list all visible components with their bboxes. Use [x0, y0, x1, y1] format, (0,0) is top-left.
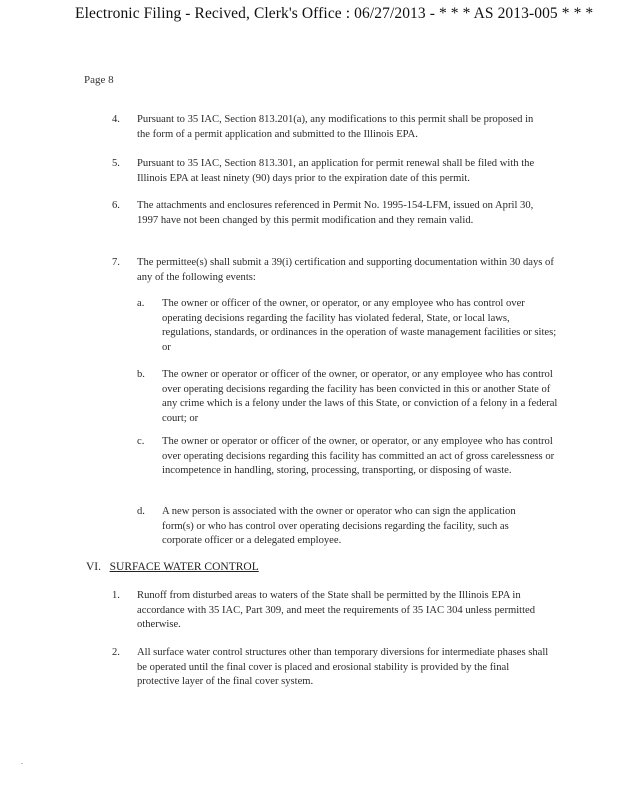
section-title: SURFACE WATER CONTROL	[109, 561, 259, 573]
subitem-letter: a.	[137, 298, 145, 309]
item-number: 7.	[112, 257, 120, 268]
filing-stamp: Electronic Filing - Recived, Clerk's Office : 06/27/2013 - * * * AS 2013-005 * * *	[75, 5, 594, 22]
page-number: Page 8	[84, 74, 114, 86]
section-item-number: 2.	[112, 647, 120, 658]
item-number: 5.	[112, 158, 120, 169]
item-number: 4.	[112, 114, 120, 125]
stray-mark: .	[21, 757, 23, 766]
subitem-text: The owner or officer of the owner, or operator, or any employee who has control over operating decisions regarding the facility has violated federal, State, or local laws, regulations, standards, or ordinances in the operation of waste management facilities or sites; or	[162, 298, 557, 353]
item-text: The attachments and enclosures referenced in Permit No. 1995-154-LFM, issued on April 30, 1997 have not been changed by this permit modification and they remain valid.	[137, 200, 534, 226]
item-number: 6.	[112, 200, 120, 211]
item-text: The permittee(s) shall submit a 39(i) certification and supporting documentation within 30 days of any of the following events:	[137, 257, 554, 283]
item-text: Pursuant to 35 IAC, Section 813.201(a), any modifications to this permit shall be proposed in the form of a permit application and submitted to the Illinois EPA.	[137, 114, 534, 140]
subitem-letter: b.	[137, 369, 145, 380]
section-heading	[86, 561, 259, 573]
item-text: Pursuant to 35 IAC, Section 813.301, an application for permit renewal shall be filed with the Illinois EPA at least ninety (90) days prior to the expiration date of this permit.	[137, 158, 535, 184]
subitem-text: A new person is associated with the owner or operator who can sign the application form(s) or who has control over operating decisions regarding the facility, such as corporate officer or a delegated employee.	[162, 506, 516, 546]
subitem-text: The owner or operator or officer of the owner, or operator, or any employee who has control over operating decisions regarding the facility has been convicted in this or another State of any crime which is a felony under the laws of this State, or conviction of a felony in a federal court; or	[162, 369, 558, 424]
section-item-text: All surface water control structures other than temporary diversions for intermediate phases shall be operated until the final cover is placed and erosional stability is provided by the final protective layer of the final cover system.	[137, 647, 549, 687]
section-item-text: Runoff from disturbed areas to waters of the State shall be permitted by the Illinois EPA in accordance with 35 IAC, Part 309, and meet the requirements of 35 IAC 304 unless permitted otherwise.	[137, 590, 536, 630]
section-roman: VI.	[86, 561, 102, 573]
section-item-number: 1.	[112, 590, 120, 601]
subitem-letter: d.	[137, 506, 145, 517]
subitem-letter: c.	[137, 436, 145, 447]
subitem-text: The owner or operator or officer of the owner, or operator, or any employee who has control over operating decisions regarding this facility has committed an act of gross carelessness or incompetence in handling, storing, processing, transporting, or disposing of waste.	[162, 436, 555, 476]
